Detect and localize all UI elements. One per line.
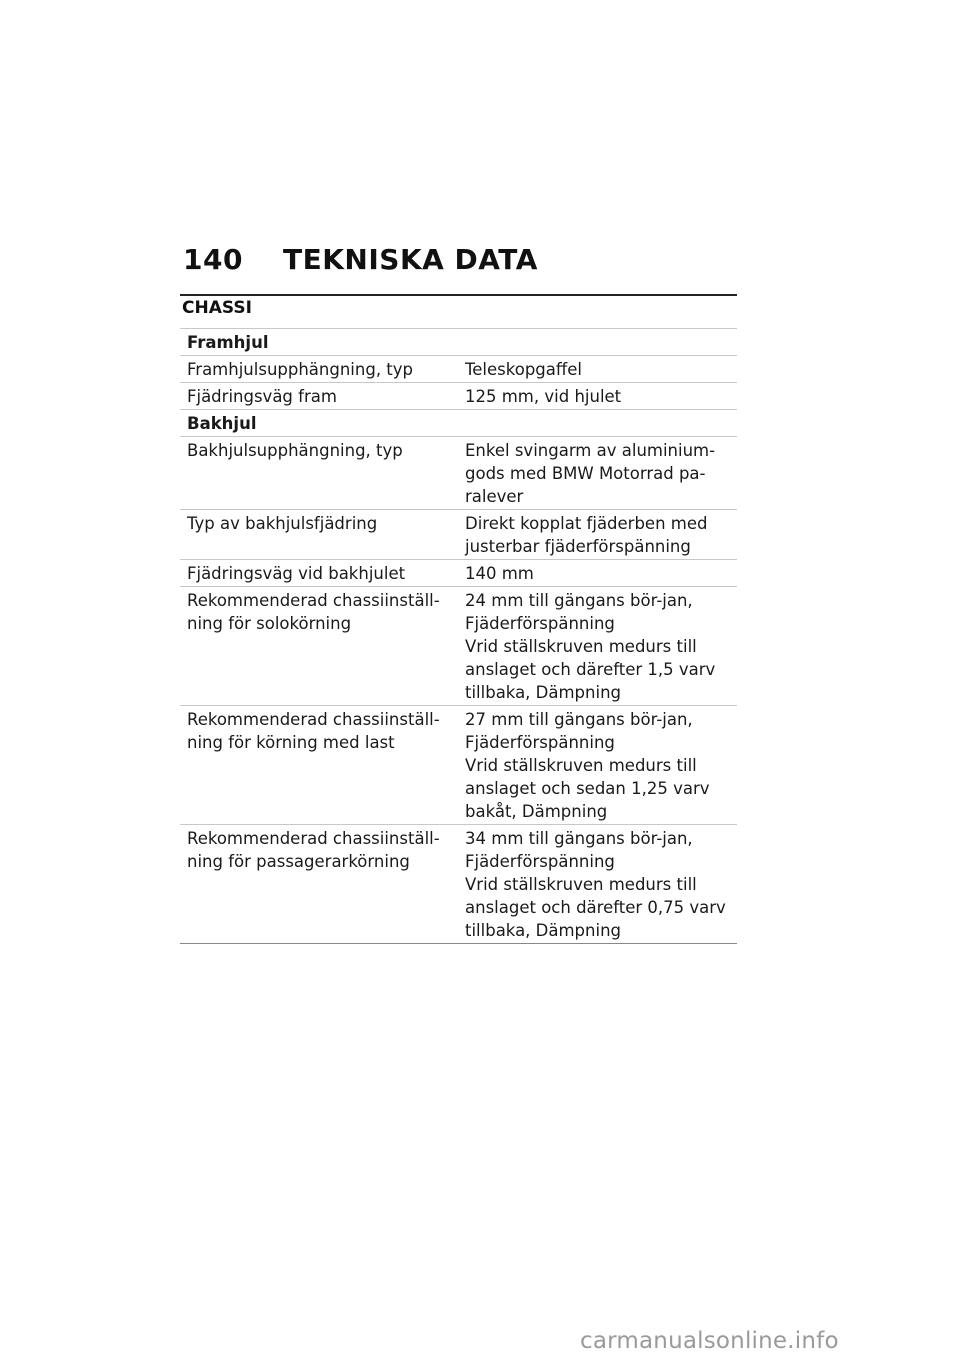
section-title: CHASSI [182, 298, 252, 318]
spec-row [180, 356, 737, 383]
page-number: 140 [183, 243, 243, 276]
spec-row [180, 825, 737, 944]
spec-value [458, 510, 737, 560]
group-heading-row [180, 410, 737, 437]
spec-value [458, 587, 737, 706]
spec-value [458, 706, 737, 825]
spec-value [458, 437, 737, 510]
spec-value-line: Vrid ställskruven medurs till anslaget och därefter 0,75 varv tillbaka, Dämpning [465, 875, 726, 940]
spec-row [180, 706, 737, 825]
spec-row [180, 437, 737, 510]
spec-label: Rekommenderad chassiinställ-ning för körning med last [180, 706, 458, 825]
spec-value-line: 24 mm till gängans bör-jan, Fjäderförspänning [465, 591, 693, 633]
watermark: carmanualsonline.info [580, 1328, 839, 1354]
spec-value [458, 560, 737, 587]
chapter-title: TEKNISKA DATA [283, 243, 538, 276]
spec-label: Rekommenderad chassiinställ-ning för solokörning [180, 587, 458, 706]
spec-value [458, 383, 737, 410]
spec-value-line: Teleskopgaffel [465, 360, 582, 379]
spec-row [180, 510, 737, 560]
spec-value-line: Enkel svingarm av aluminium-gods med BMW Motorrad pa-ralever [465, 441, 716, 506]
spec-label: Fjädringsväg fram [180, 383, 458, 410]
spec-row [180, 560, 737, 587]
spec-row [180, 587, 737, 706]
spec-value-line: 27 mm till gängans bör-jan, Fjäderförspänning [465, 710, 693, 752]
spec-value-line: 125 mm, vid hjulet [465, 387, 622, 406]
spec-value-line: 34 mm till gängans bör-jan, Fjäderförspänning [465, 829, 693, 871]
spec-row [180, 383, 737, 410]
spec-value [458, 356, 737, 383]
group-heading: Framhjul [180, 329, 737, 356]
spec-value [458, 825, 737, 944]
spec-label: Typ av bakhjulsfjädring [180, 510, 458, 560]
section-divider [180, 294, 737, 296]
spec-label: Bakhjulsupphängning, typ [180, 437, 458, 510]
spec-value-line: 140 mm [465, 564, 534, 583]
spec-value-line: Vrid ställskruven medurs till anslaget och sedan 1,25 varv bakåt, Dämpning [465, 756, 710, 821]
spec-label: Rekommenderad chassiinställ-ning för passagerarkörning [180, 825, 458, 944]
group-heading: Bakhjul [180, 410, 737, 437]
spec-label: Framhjulsupphängning, typ [180, 356, 458, 383]
spec-table [180, 328, 737, 944]
spec-value-line: Vrid ställskruven medurs till anslaget och därefter 1,5 varv tillbaka, Dämpning [465, 637, 716, 702]
spec-label: Fjädringsväg vid bakhjulet [180, 560, 458, 587]
spec-value-line: Direkt kopplat fjäderben med justerbar fjäderförspänning [465, 514, 708, 556]
page-header [183, 243, 538, 276]
group-heading-row [180, 329, 737, 356]
